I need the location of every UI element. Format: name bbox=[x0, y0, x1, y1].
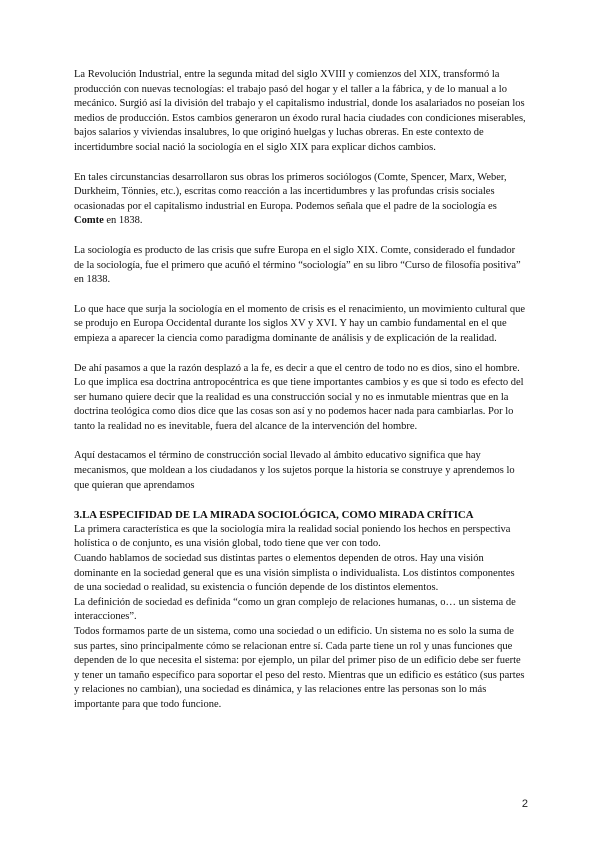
section-line-holistic: La primera característica es que la sociología mira la realidad social poniendo los hechos en perspectiva holística o de conjunto, es una visión global, todo tiene que ver con todo. bbox=[74, 523, 511, 550]
paragraph-text-end: en 1838. bbox=[103, 215, 143, 227]
paragraph-first-sociologists bbox=[74, 171, 526, 229]
paragraph-renaissance: Lo que hace que surja la sociología en el momento de crisis es el renacimiento, un movimiento cultural que se produjo en Europa Occidental durante los siglos XV y XVI. Y hay un cambio fundamental en el que empieza a aparecer la ciencia como paradigma dominante de análisis y de explicación de la realidad. bbox=[74, 303, 526, 344]
paragraph-text: En tales circunstancias desarrollaron sus obras los primeros sociólogos (Comte, Spencer, Marx, Weber, Durkheim, Tönnies, etc.), escritas como reacción a las incertidumbres y las profundas crisis sociales ocasionadas por el capitalismo industrial en Europa. Podemos señala que el padre de la sociología es bbox=[74, 171, 507, 212]
document-body bbox=[74, 68, 526, 713]
paragraph-reason-over-faith: De ahí pasamos a que la razón desplazó a la fe, es decir a que el centro de todo no es dios, sino el hombre. Lo que implica esa doctrina antropocéntrica es que tiene importantes cambios y es que si todo es efecto del ser humano quiere decir que la realidad es una construcción social y no es inmutable mientras que en la doctrina teológica como dios dice que las cosas son así y no podemos hacer nada para cambiarlas. Por lo tanto la realidad no es inevitable, fuera del alcance de la intervención del hombre. bbox=[74, 362, 524, 432]
paragraph-social-construction: Aquí destacamos el término de construcción social llevado al ámbito educativo significa que hay mecanismos, que moldean a los ciudadanos y los sujetos porque la historia se construye y aprendemos lo que quieran que aprendamos bbox=[74, 450, 515, 491]
paragraph-sociology-origin: La sociología es producto de las crisis que sufre Europa en el siglo XIX. Comte, considerado el fundador de la sociología, fue el primero que acuñó el término “sociología” en su libro “Curso de filosofía positiva” en 1838. bbox=[74, 244, 521, 286]
paragraph-industrial-revolution: La Revolución Industrial, entre la segunda mitad del siglo XVIII y comienzos del XIX, transformó la producción con nuevas tecnologías: el trabajo pasó del hogar y el taller a la fábrica, y de lo manual a lo mecánico. Surgió así la división del trabajo y el capitalismo industrial, donde los asalariados no poseían los medios de producción. Estos cambios generaron un éxodo rural hacia ciudades con condiciones miserables, bajos salarios y viviendas insalubres, lo que originó huelgas y luchas obreras. En este contexto de incertidumbre social nació la sociología en el siglo XIX para explicar dichos cambios. bbox=[74, 69, 526, 153]
comte-bold: Comte bbox=[74, 215, 104, 227]
section-line-definition: La definición de sociedad es definida “como un gran complejo de relaciones humanas, o… un sistema de interacciones”. bbox=[74, 596, 516, 623]
page-number: 2 bbox=[521, 798, 528, 810]
section-heading: 3.LA ESPECIFIDAD DE LA MIRADA SOCIOLÓGICA, COMO MIRADA CRÍTICA bbox=[74, 509, 474, 522]
section-line-society-parts: Cuando hablamos de sociedad sus distintas partes o elementos dependen de otros. Hay una visión dominante en la sociedad general que es una visión simplista o individualista. Los distintos componentes de una sociedad o realidad, su existencia o función depende de los distintos elementos. bbox=[74, 553, 515, 594]
section-line-system: Todos formamos parte de un sistema, como una sociedad o un edificio. Un sistema no es solo la suma de sus partes, sino principalmente cómo se relacionan entre sí. Cada parte tiene un rol y unas funciones que dependen de lo que necesita el sistema: por ejemplo, un pilar del primer piso de un edificio debe ser fuerte y tener un tamaño específico para soportar el peso del resto. Mientras que un edificio es estático (sus partes y relaciones no cambian), una sociedad es dinámica, y las relaciones entre las personas son lo más importante para que todo funcione. bbox=[74, 626, 525, 710]
